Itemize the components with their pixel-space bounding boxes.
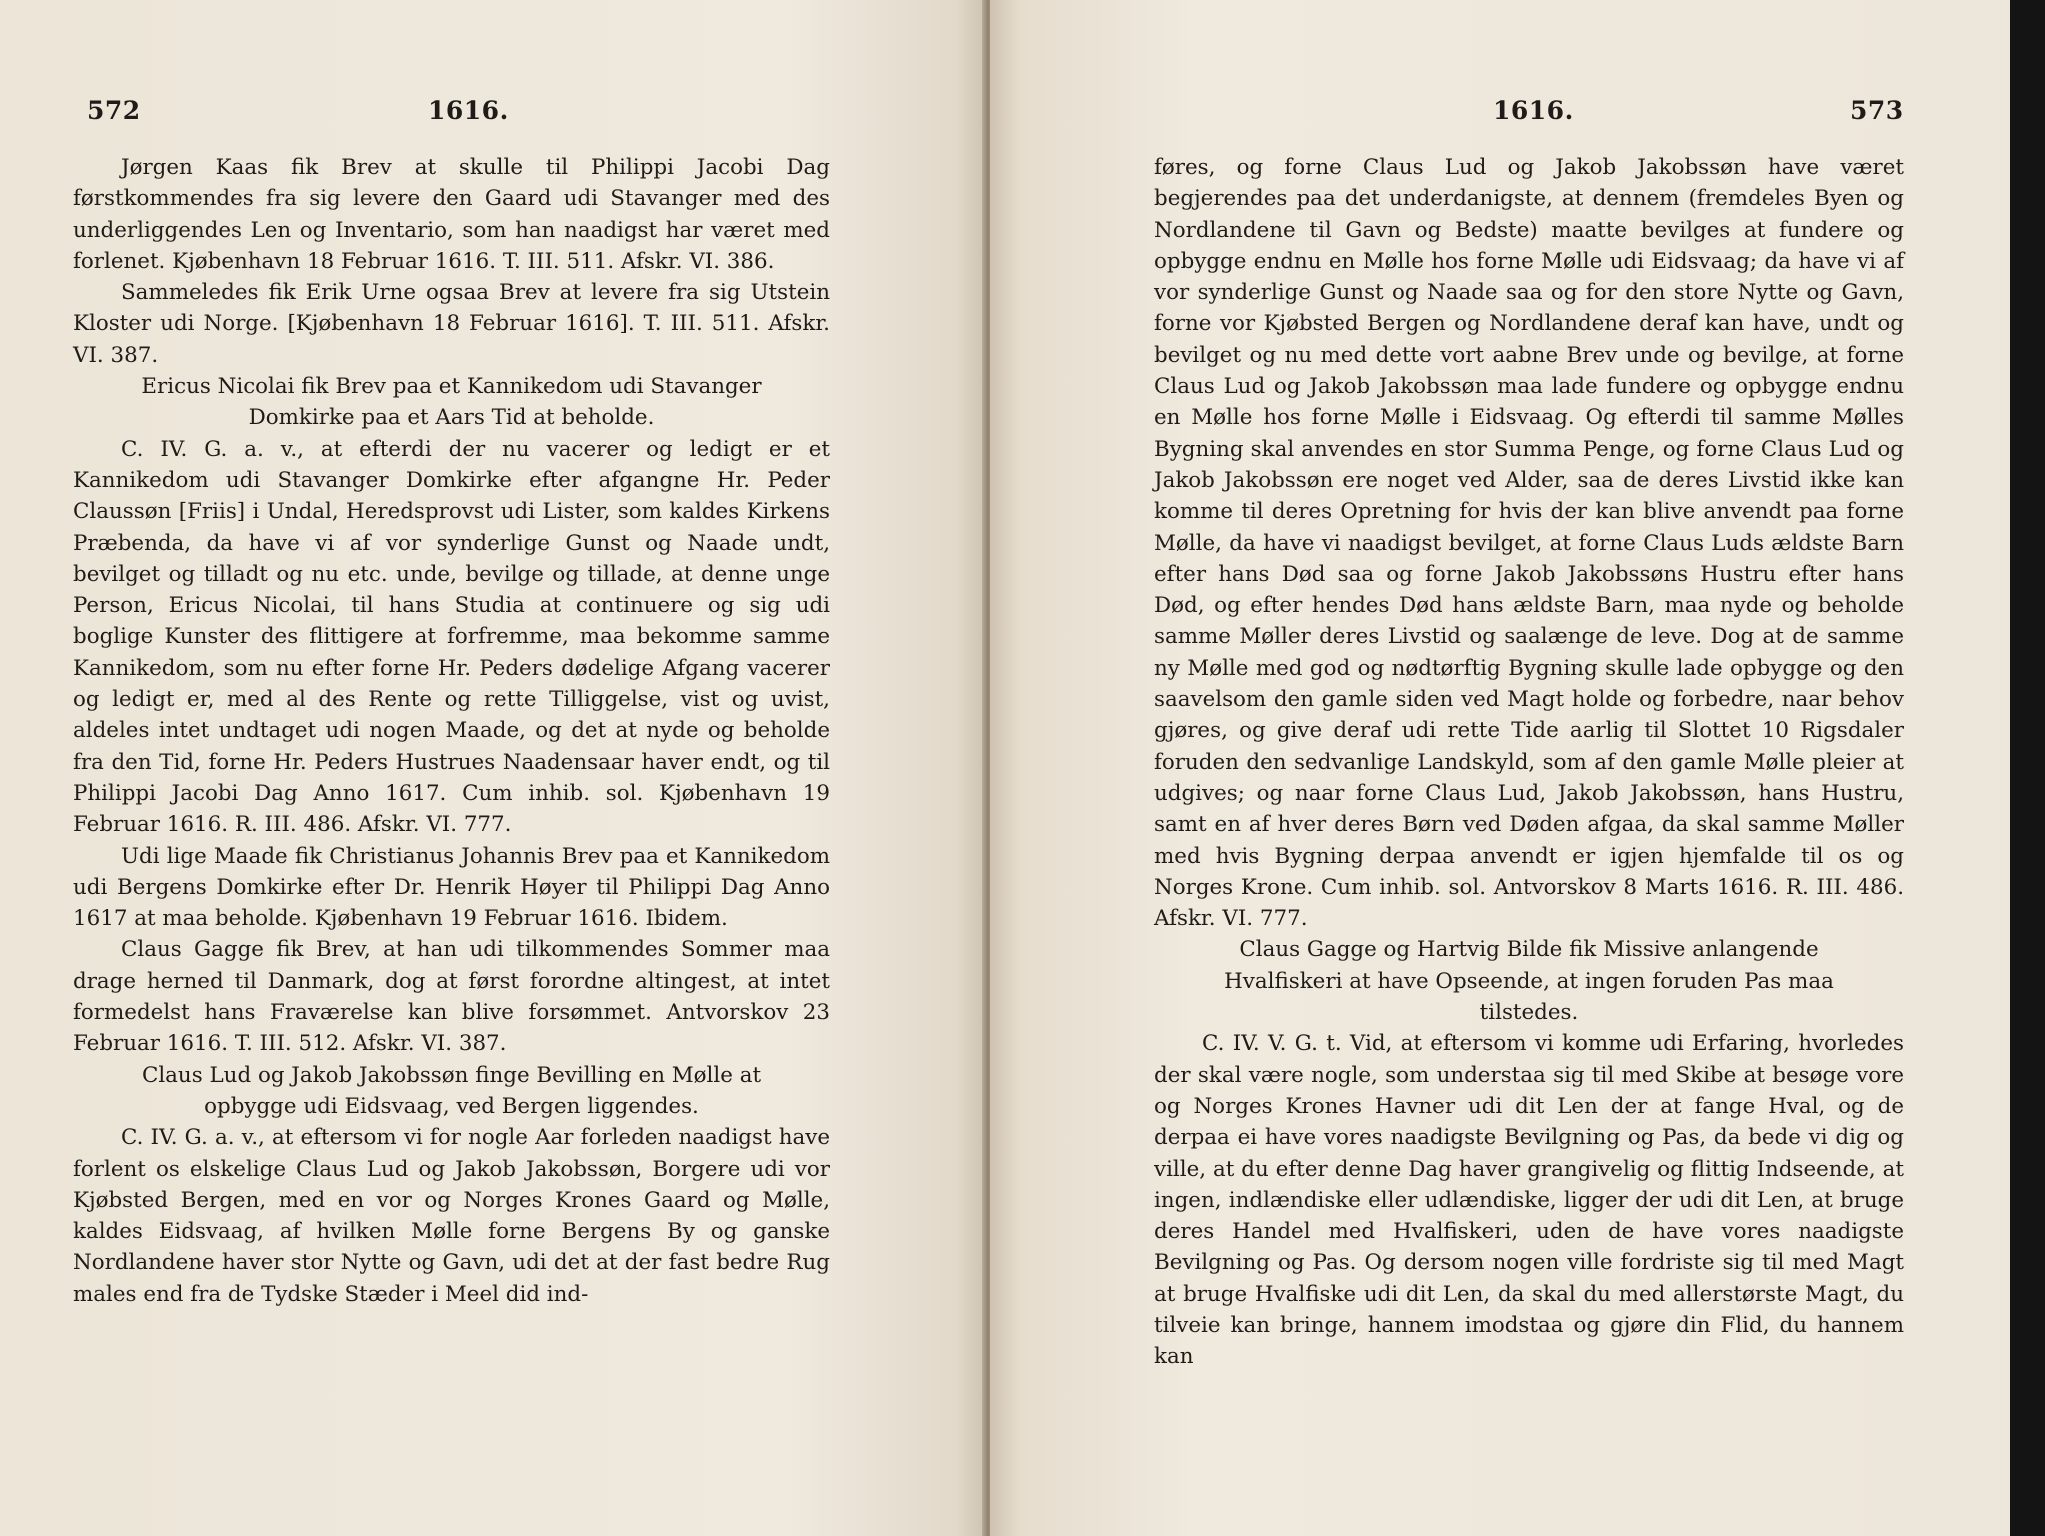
paragraph: Jørgen Kaas fik Brev at skulle til Philippi Jacobi Dag førstkommendes fra sig levere den Gaard udi Stavanger med des underliggendes Len og Inventario, som han naadigst har været med forlenet. Kjøbenhavn 18 Februar 1616. T. III. 511. Afskr. VI. 386. (73, 155, 830, 274)
left-page (0, 0, 985, 1536)
right-page (990, 0, 2010, 1536)
running-head-year: 1616. (1493, 96, 1574, 125)
page-body (73, 152, 830, 1310)
scan-border (2010, 0, 2045, 1536)
page-number: 573 (1850, 96, 1904, 125)
paragraph: Udi lige Maade fik Christianus Johannis Brev paa et Kannikedom udi Bergens Domkirke efter Dr. Henrik Høyer til Philippi Dag Anno 1617 at maa beholde. Kjøbenhavn 19 Februar 1616. Ibidem. (73, 843, 830, 932)
entry-heading: Claus Gagge og Hartvig Bilde fik Missive anlangende Hvalfiskeri at have Opseende, at ingen foruden Pas maa tilstedes. (1224, 937, 1834, 1026)
entry-heading: Claus Lud og Jakob Jakobssøn finge Bevilling en Mølle at opbygge udi Eidsvaag, ved Bergen liggendes. (141, 1062, 762, 1119)
page-body (1154, 152, 1904, 1373)
paragraph: C. IV. V. G. t. Vid, at eftersom vi komme udi Erfaring, hvorledes der skal være nogle, som understaa sig til med Skibe at besøge vore og Norges Krones Havner udi dit Len der at fange Hval, og de derpaa ei have vores naadigste Bevilgning og Pas, da bede vi dig og ville, at du efter denne Dag haver grangivelig og flittig Indseende, at ingen, indlændiske eller udlændiske, ligger der udi dit Len, at bruge deres Handel med Hvalfiskeri, uden de have vores naadigste Bevilgning og Pas. Og dersom nogen ville fordriste sig til med Magt at bruge Hvalfiske udi dit Len, da skal du med allerstørste Magt, du tilveie kan bringe, hannem imodstaa og gjøre din Flid, du hannem kan (1154, 1031, 1904, 1370)
page-number: 572 (87, 96, 141, 125)
paragraph: C. IV. G. a. v., at efterdi der nu vacerer og ledigt er et Kannikedom udi Stavanger Domkirke efter afgangne Hr. Peder Claussøn [Friis] i Undal, Heredsprovst udi Lister, som kaldes Kirkens Præbenda, da have vi af vor synderlige Gunst og Naade undt, bevilget og tilladt og nu etc. unde, bevilge og tillade, at denne unge Person, Ericus Nicolai, til hans Studia at continuere og sig udi boglige Kunster des flittigere at forfremme, maa bekomme samme Kannikedom, som nu efter forne Hr. Peders dødelige Afgang vacerer og ledigt er, med al des Rente og rette Tilliggelse, vist og uvist, aldeles intet undtaget udi nogen Maade, og det at nyde og beholde fra den Tid, forne Hr. Peders Hustrues Naadensaar haver endt, og til Philippi Jacobi Dag Anno 1617. Cum inhib. sol. Kjøbenhavn 19 Februar 1616. R. III. 486. Afskr. VI. 777. (73, 436, 830, 838)
running-head-year: 1616. (428, 96, 509, 125)
paragraph: føres, og forne Claus Lud og Jakob Jakobssøn have været begjerendes paa det underdanigste, at dennem (fremdeles Byen og Nordlandene til Gavn og Bedste) maatte bevilges at fundere og opbygge endnu en Mølle hos forne Mølle udi Eidsvaag; da have vi af vor synderlige Gunst og Naade saa og for den store Nytte og Gavn, forne vor Kjøbsted Bergen og Nordlandene deraf kan have, undt og bevilget og nu med dette vort aabne Brev unde og bevilge, at forne Claus Lud og Jakob Jakobssøn maa lade fundere og opbygge endnu en Mølle hos forne Mølle i Eidsvaag. Og efterdi til samme Mølles Bygning skal anvendes en stor Summa Penge, og forne Claus Lud og Jakob Jakobssøn ere noget ved Alder, saa de deres Livstid ikke kan komme til deres Opretning for hvis der kan blive anvendt paa forne Mølle, da have vi naadigst bevilget, at forne Claus Luds ældste Barn efter hans Død saa og forne Jakob Jakobssøns Hustru efter hans Død, og efter hendes Død hans ældste Barn, maa nyde og beholde samme Møller deres Livstid og saalænge de leve. Dog at de samme ny Mølle med god og nødtørftig Bygning skulle lade opbygge og den saavelsom den gamle siden ved Magt holde og forbedre, naar behov gjøres, og give deraf udi rette Tide aarlig til Slottet 10 Rigsdaler foruden den sedvanlige Landskyld, som af den gamle Mølle pleier at udgives; og naar forne Claus Lud, Jakob Jakobssøn, hans Hustru, samt en af hver deres Børn ved Døden afgaa, da skal samme Møller med hvis Bygning derpaa anvendt er igjen hjemfalde til os og Norges Krone. Cum inhib. sol. Antvorskov 8 Marts 1616. R. III. 486. Afskr. VI. 777. (1154, 155, 1904, 932)
paragraph: C. IV. G. a. v., at eftersom vi for nogle Aar forleden naadigst have forlent os elskelige Claus Lud og Jakob Jakobssøn, Borgere udi vor Kjøbsted Bergen, med en vor og Norges Krones Gaard og Mølle, kaldes Eidsvaag, af hvilken Mølle forne Bergens By og ganske Nordlandene haver stor Nytte og Gavn, udi det at der fast bedre Rug males end fra de Tydske Stæder i Meel did ind- (73, 1125, 830, 1307)
paragraph: Claus Gagge fik Brev, at han udi tilkommendes Sommer maa drage herned til Danmark, dog at først forordne altingest, at intet formedelst hans Fraværelse kan blive forsømmet. Antvorskov 23 Februar 1616. T. III. 512. Afskr. VI. 387. (73, 937, 830, 1057)
entry-heading: Ericus Nicolai fik Brev paa et Kannikedom udi Stavanger Domkirke paa et Aars Tid at beholde. (141, 374, 762, 431)
paragraph: Sammeledes fik Erik Urne ogsaa Brev at levere fra sig Utstein Kloster udi Norge. [Kjøbenhavn 18 Februar 1616]. T. III. 511. Afskr. VI. 387. (73, 280, 830, 368)
